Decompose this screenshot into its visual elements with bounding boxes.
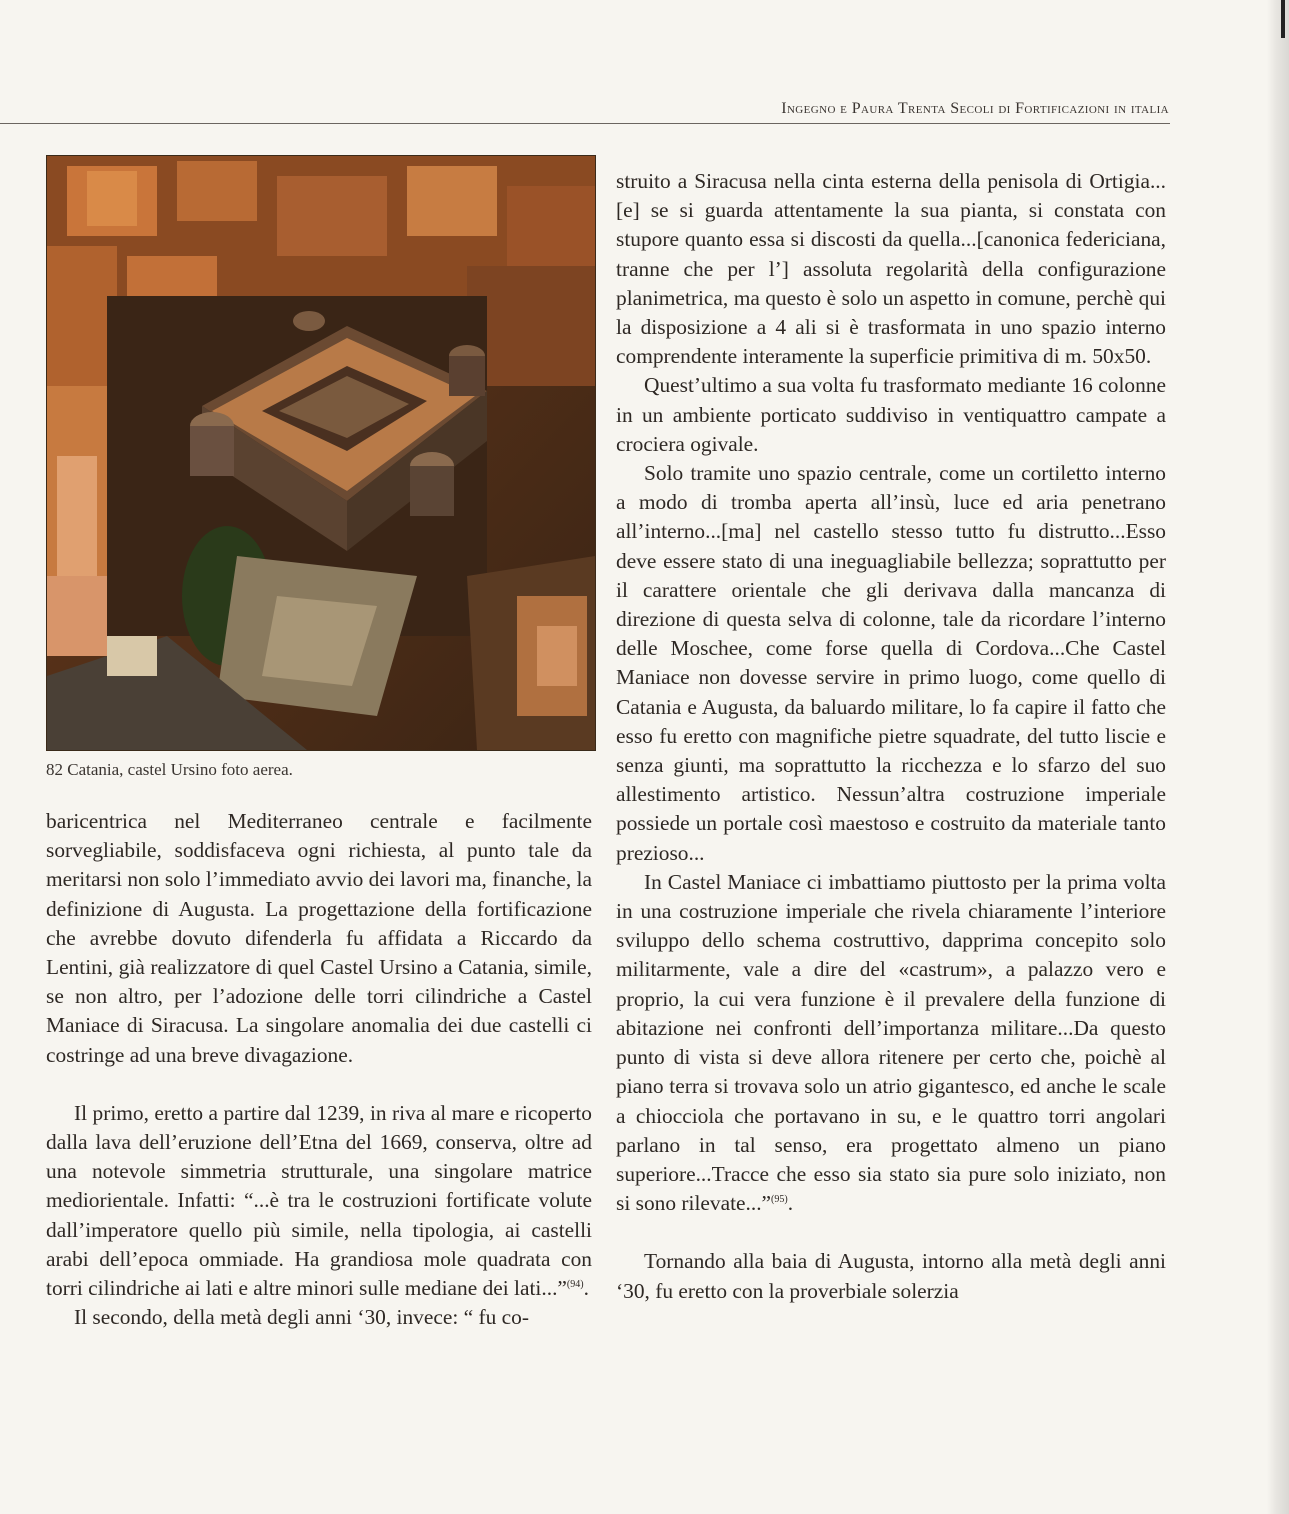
right-text-column <box>616 167 1166 1306</box>
running-header: Ingegno e Paura Trenta Secoli di Fortificazioni in italia <box>781 100 1169 117</box>
aerial-photo-castel-ursino <box>46 155 596 751</box>
footnote-ref: (94) <box>566 1278 584 1290</box>
paragraph: Tornando alla baia di Augusta, intorno alla metà degli anni ‘30, fu eretto con la proverbiale solerzia <box>616 1249 1166 1303</box>
paragraph: Il secondo, della metà degli anni ‘30, invece: “ fu co- <box>74 1305 529 1330</box>
paragraph: baricentrica nel Mediterraneo centrale e facilmente sorvegliabile, soddisfaceva ogni richiesta, al punto tale da meritarsi non solo l’immediato avvio dei lavori ma, finanche, la definizione di Augusta. La progettazione della fortificazione che avrebbe dovuto difenderla fu affidata a Riccardo da Lentini, già realizzatore di quel Castel Ursino a Catania, simile, se non altro, per l’adozione delle torri cilindriche a Castel Maniace di Siracusa. La singolare anomalia dei due castelli ci costringe ad una breve divagazione. <box>46 809 592 1067</box>
page-edge-shadow <box>1267 0 1289 1514</box>
aerial-photo-drawing <box>47 156 595 750</box>
paragraph: Solo tramite uno spazio centrale, come un cortiletto interno a modo di tromba aperta all’insù, luce ed aria penetrano all’interno...[ma] nel castello stesso tutto fu distrutto...Esso deve essere stato di una ineguagliabile bellezza; soprattutto per il carattere orientale che gli derivava dalla mancanza di direzione di questa selva di colonne, tale da ricordare l’interno delle Moschee, come forse quella di Cordova...Che Castel Maniace non dovesse servire in primo luogo, come quello di Catania e Augusta, da baluardo militare, lo fa capire il fatto che esso fu eretto con magnifiche pietre squadrate, del tutto liscie e senza giunti, ma soprattutto la ricchezza e lo sfarzo del suo allestimento artistico. Nessun’altra costruzione imperiale possiede un portale così maestoso e costruito da materiale tanto prezioso... <box>616 461 1166 865</box>
paragraph: Il primo, eretto a partire dal 1239, in riva al mare e ricoperto dalla lava dell’eruzione dell’Etna del 1669, conserva, oltre ad una notevole simmetria strutturale, una singolare matrice mediorientale. Infatti: “...è tra le costruzioni fortificate volute dall’imperatore quello più simile, nella tipologia, ai castelli arabi dell’epoca ommiade. Ha grandiosa mole quadrata con torri cilindriche ai lati e altre minori sulle mediane dei lati...”$^{(94)}$. <box>46 1100 592 1301</box>
paragraph: Quest’ultimo a sua volta fu trasformato mediante 16 colonne in un ambiente porticato suddiviso in ventiquattro campate a crociera ogivale. <box>616 373 1166 456</box>
paragraph: In Castel Maniace ci imbattiamo piuttosto per la prima volta in una costruzione imperiale che rivela chiaramente l’interiore sviluppo dello schema costruttivo, dapprima concepito solo militarmente, vale a dire del «castrum», a palazzo vero e proprio, la cui vera funzione è il prevalere della funzione di abitazione nei confronti dell’importanza militare...Da questo punto di vista si deve allora ritenere per certo che, poichè al piano terra si trovava solo un atrio gigantesco, ed anche le scale a chiocciola che portavano in su, e le quattro torri angolari parlano in tal senso, era progettato almeno un piano superiore...Tracce che esso sia stato sia pure solo iniziato, non si sono rilevate...”$^{(95)}$. <box>616 869 1166 1216</box>
footnote-ref: (95) <box>771 1193 788 1205</box>
paragraph: struito a Siracusa nella cinta esterna della penisola di Ortigia...[e] se si guarda attentamente la sua pianta, si constata con stupore quanto essa si discosti da quella...[canonica federiciana, tranne che per l’] assoluta regolarità della configurazione planimetrica, ma questo è solo un aspetto in comune, perchè qui la disposizione a 4 ali si è trasformata in uno spazio interno comprendente interamente la superficie primitiva di m. 50x50. <box>616 169 1166 369</box>
figure-caption: 82 Catania, castel Ursino foto aerea. <box>46 760 293 779</box>
page-corner-mark <box>1281 0 1285 38</box>
header-rule <box>0 123 1170 124</box>
left-text-column <box>46 807 592 1332</box>
